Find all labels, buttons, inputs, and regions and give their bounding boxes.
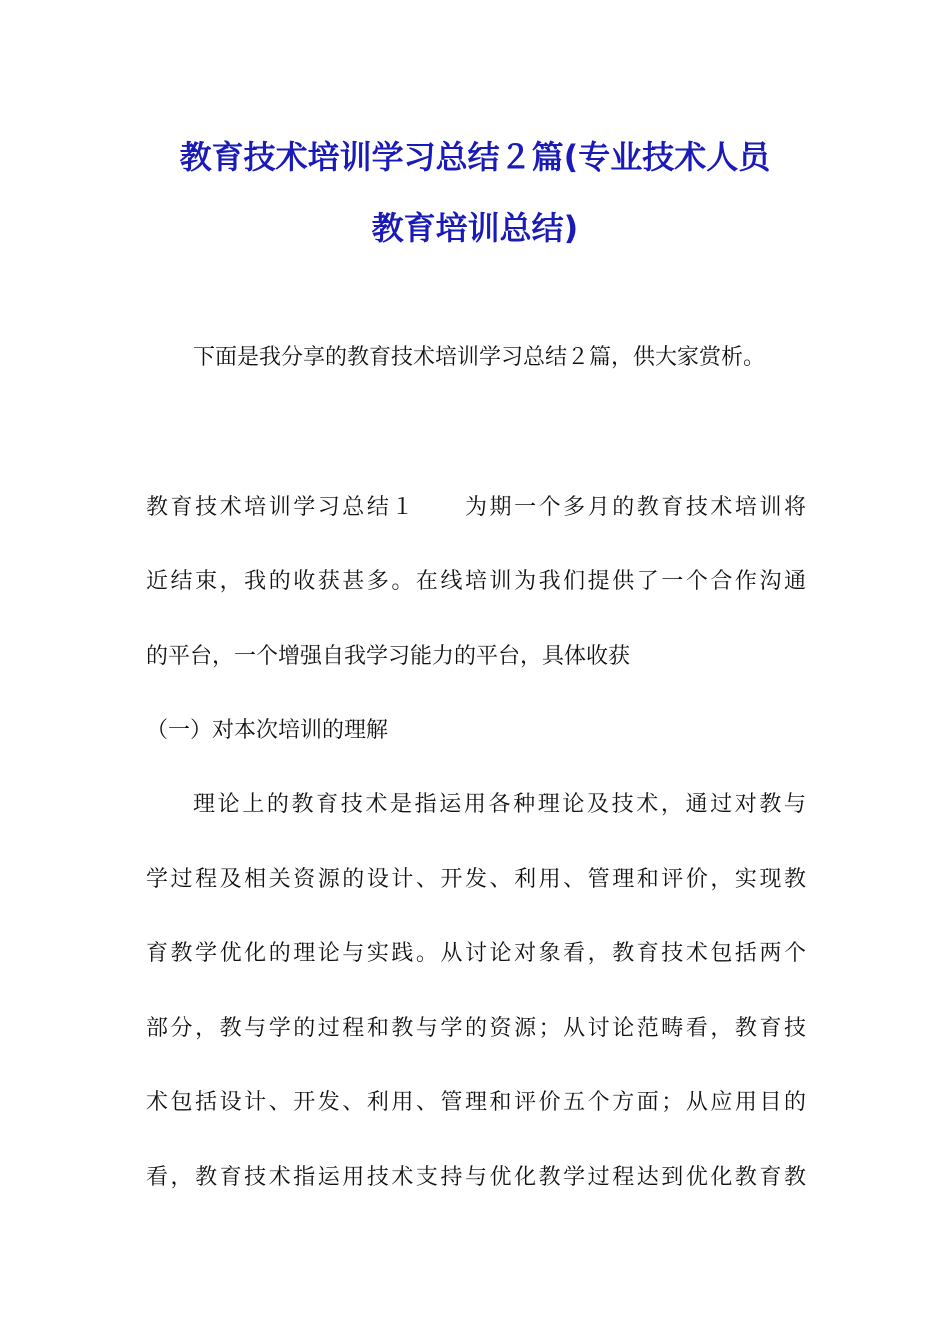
body-line-10: 看，教育技术指运用技术支持与优化教学过程达到优化教育教 [146, 1165, 806, 1190]
body-line-6: 学过程及相关资源的设计、开发、利用、管理和评价，实现教 [146, 867, 806, 892]
body-line-1: 教育技术培训学习总结１ 为期一个多月的教育技术培训将 [146, 495, 806, 520]
document-title-line-2: 教育培训总结) [371, 209, 579, 247]
body-line-7: 育教学优化的理论与实践。从讨论对象看，教育技术包括两个 [146, 941, 806, 966]
intro-paragraph: 下面是我分享的教育技术培训学习总结２篇，供大家赏析。 [193, 345, 766, 370]
body-line-2: 近结束，我的收获甚多。在线培训为我们提供了一个合作沟通 [146, 569, 806, 594]
body-line-9: 术包括设计、开发、利用、管理和评价五个方面；从应用目的 [146, 1090, 806, 1115]
document-title-line-1: 教育技术培训学习总结２篇(专业技术人员 [179, 138, 771, 176]
section-heading-1: （一）对本次培训的理解 [146, 718, 389, 743]
body-line-3: 的平台，一个增强自我学习能力的平台，具体收获 [146, 644, 631, 669]
body-line-8: 部分，教与学的过程和教与学的资源；从讨论范畴看，教育技 [146, 1016, 806, 1041]
body-line-5: 理论上的教育技术是指运用各种理论及技术，通过对教与 [193, 792, 806, 817]
